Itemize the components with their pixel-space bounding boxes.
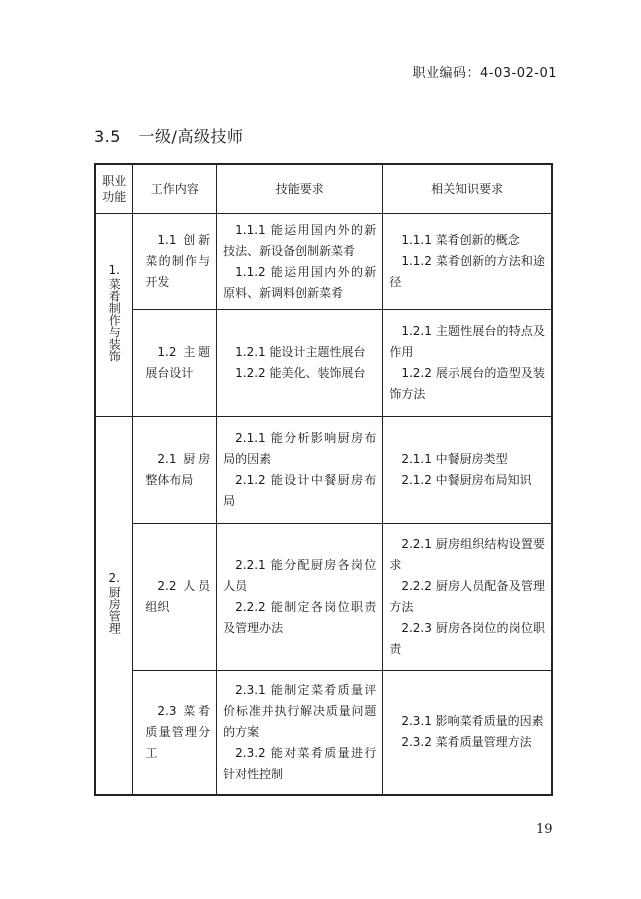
skill-item: 1.2.1 能设计主题性展台 [235,345,366,359]
table-row [95,524,552,671]
work-content: 2.3 菜肴质量管理分工 [133,671,217,795]
skill-item: 1.1.1 能运用国内外的新技法、新设备创制新菜肴 [223,222,377,258]
knowledge-item: 2.1.1 中餐厨房类型 [401,452,508,466]
knowledge-item: 2.2.3 厨房各岗位的岗位职责 [389,621,545,656]
section-number: 3.5 [94,127,121,146]
function-name: 厨房管理 [107,585,122,634]
skill-item: 2.3.2 能对菜肴质量进行针对性控制 [223,745,377,781]
header-knowledge: 相关知识要求 [383,164,552,214]
table-row [95,671,552,795]
knowledge-requirements [383,214,552,310]
work-content: 1.1 创新菜的制作与开发 [133,214,217,310]
knowledge-requirements [383,671,552,795]
skill-requirements [217,671,383,795]
knowledge-item: 1.1.2 菜肴创新的方法和途径 [389,254,545,289]
knowledge-item: 2.1.2 中餐厨房布局知识 [401,473,532,487]
table-row [95,214,552,310]
skill-item: 2.3.1 能制定菜肴质量评价标准并执行解决质量问题的方案 [223,682,377,739]
work-content: 1.2 主题展台设计 [133,310,217,417]
function-number: 1. [108,262,120,277]
knowledge-item: 2.2.2 厨房人员配备及管理方法 [389,579,545,614]
skill-requirements [217,310,383,417]
header-skills: 技能要求 [217,164,383,214]
function-number: 2. [108,570,120,585]
skill-requirements [217,417,383,524]
function-cell [95,417,133,795]
function-name: 菜肴制作与装饰 [107,277,122,362]
skill-item: 2.1.1 能分析影响厨房布局的因素 [223,431,377,466]
section-title [94,124,243,147]
knowledge-item: 1.1.1 菜肴创新的概念 [401,233,520,247]
occupation-code: 职业编码：4-03-02-01 [412,66,557,81]
knowledge-item: 2.3.2 菜肴质量管理方法 [401,735,532,750]
skill-item: 1.2.2 能美化、装饰展台 [235,366,366,380]
work-content: 2.2 人员组织 [133,524,217,671]
knowledge-item: 1.2.1 主题性展台的特点及作用 [389,324,545,359]
skill-item: 2.2.2 能制定各岗位职责及管理办法 [223,600,377,635]
table-row [95,310,552,417]
skills-table [94,163,553,796]
page-number: 19 [536,822,553,837]
knowledge-item: 1.2.2 展示展台的造型及装饰方法 [389,366,545,401]
table-header-row [95,164,552,214]
knowledge-item: 2.2.1 厨房组织结构设置要求 [389,537,545,572]
table-row [95,417,552,524]
skill-requirements [217,524,383,671]
header-work: 工作内容 [133,164,217,214]
skill-item: 1.1.2 能运用国内外的新原料、新调料创新菜肴 [223,264,377,300]
work-content: 2.1 厨房整体布局 [133,417,217,524]
section-title-text: 一级/高级技师 [138,127,244,146]
skill-item: 2.2.1 能分配厨房各岗位人员 [223,558,377,593]
function-cell [95,214,133,417]
knowledge-requirements [383,310,552,417]
skill-requirements [217,214,383,310]
knowledge-item: 2.3.1 影响菜肴质量的因素 [401,714,544,729]
knowledge-requirements [383,524,552,671]
knowledge-requirements [383,417,552,524]
skill-item: 2.1.2 能设计中餐厨房布局 [223,473,377,508]
header-function: 职业 功能 [95,164,133,214]
